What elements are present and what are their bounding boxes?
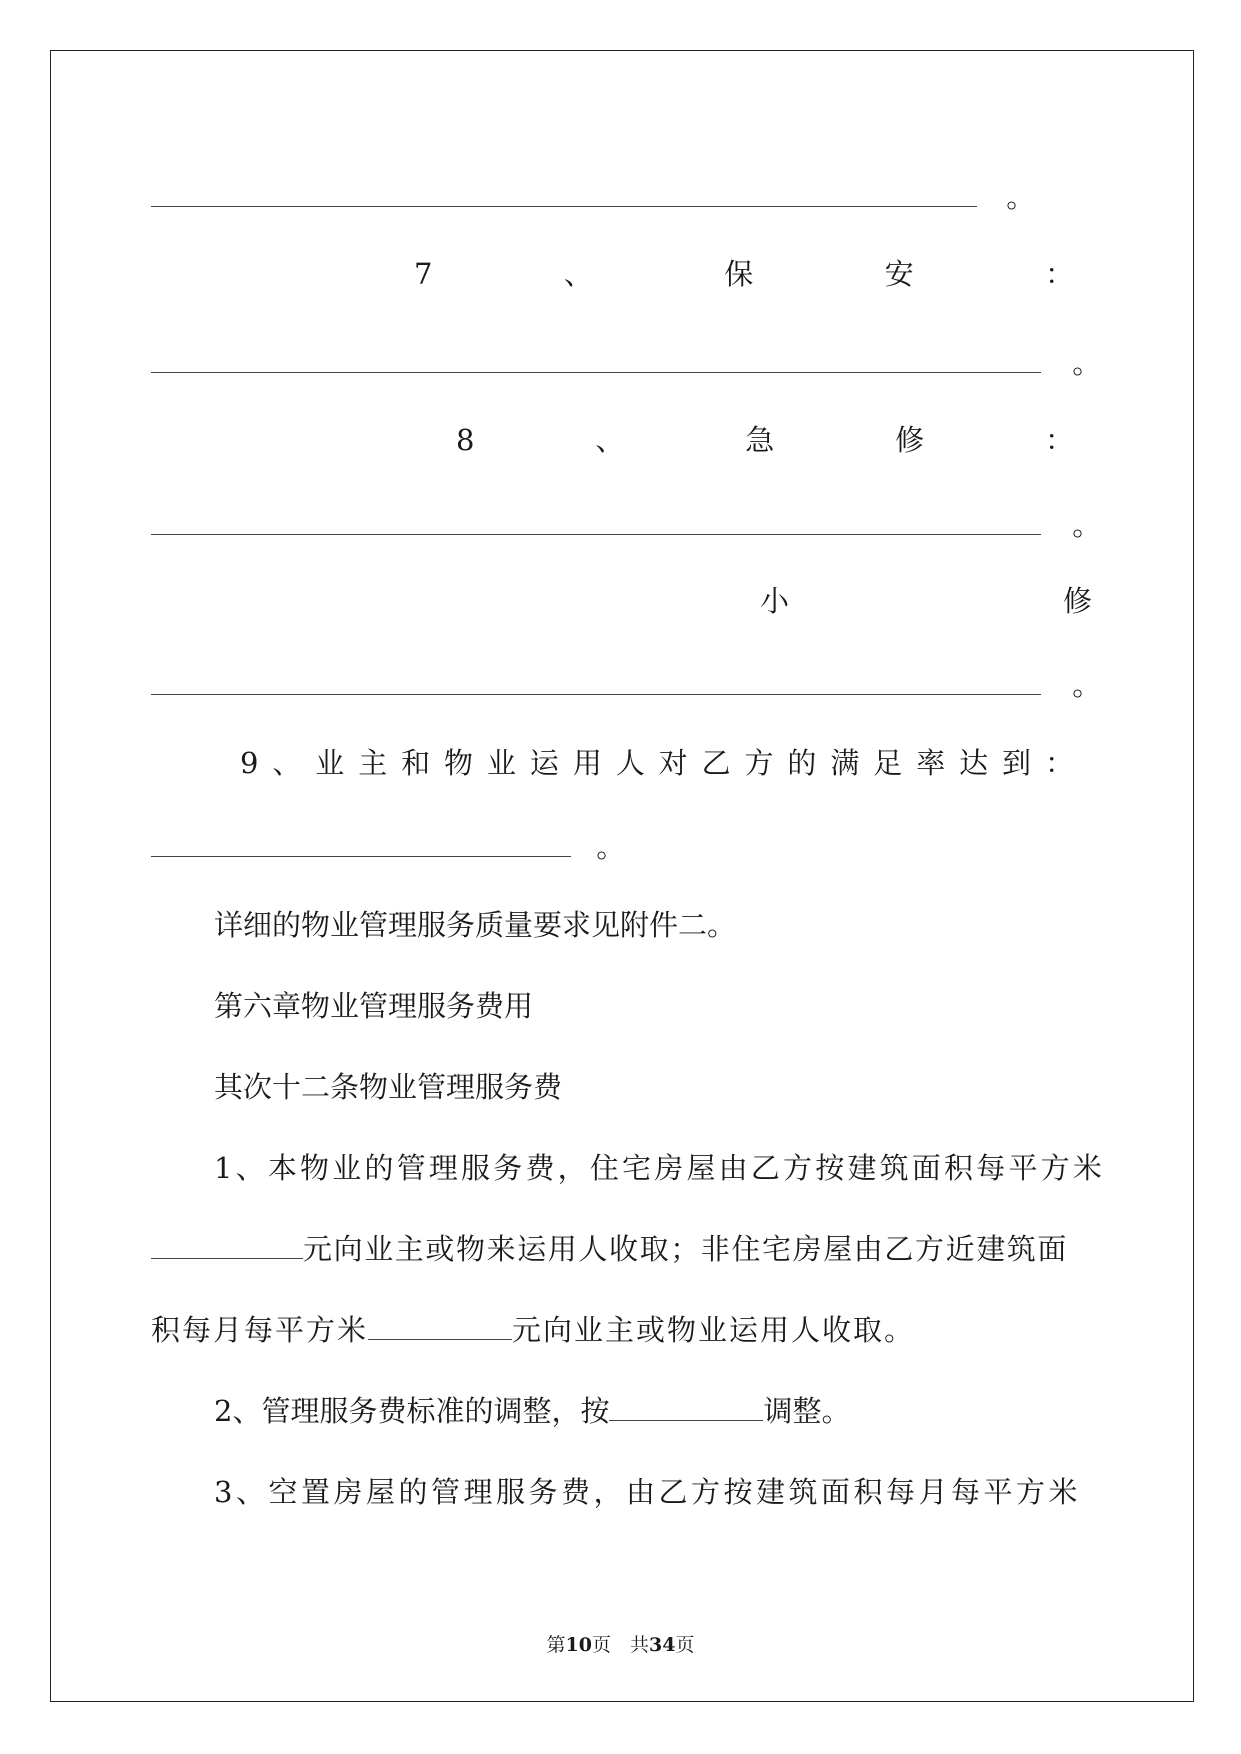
heading-char: 满 [830, 746, 860, 780]
item-8b-heading [760, 581, 1092, 621]
text: 积每月每平方米 [151, 1313, 369, 1347]
separator: 、 [595, 423, 625, 457]
blank-line-8 [151, 505, 1102, 545]
heading-char: 方 [744, 746, 774, 780]
heading-char: 保 [724, 257, 754, 291]
paragraph-3: 3、空置房屋的管理服务费，由乙方按建筑面积每月每平方米 [214, 1475, 1081, 1509]
footer-text: 页 共 [591, 1634, 649, 1656]
heading-char: 主 [358, 746, 388, 780]
heading-char: 小 [760, 584, 790, 618]
footer-text: 页 [675, 1634, 695, 1656]
chapter-title: 第六章物业管理服务费用 [214, 989, 534, 1023]
page-border [50, 50, 1194, 1702]
fill-blank [151, 178, 977, 207]
heading-char: 运 [529, 746, 559, 780]
heading-char: 业 [486, 746, 516, 780]
heading-char: 和 [401, 746, 431, 780]
heading-char: 对 [658, 746, 688, 780]
text: 2、管理服务费标准的调整，按 [214, 1394, 610, 1428]
text: 调整。 [763, 1394, 851, 1428]
fill-blank [151, 1230, 303, 1259]
fill-blank [151, 828, 571, 857]
period: 。 [596, 830, 626, 864]
heading-char: 业 [315, 746, 345, 780]
item-number: 9 [240, 746, 259, 780]
heading-char: 足 [873, 746, 903, 780]
current-page: 10 [565, 1634, 592, 1656]
fill-blank [609, 1392, 763, 1421]
heading-char: 用 [572, 746, 602, 780]
paragraph-1-line-2 [151, 1229, 1091, 1269]
period: 。 [1006, 180, 1036, 214]
fill-blank [151, 344, 1041, 373]
heading-char: 、 [272, 746, 302, 780]
period: 。 [1072, 508, 1102, 542]
heading-char: 的 [787, 746, 817, 780]
paragraph-1-line-1: 1、本物业的管理服务费，住宅房屋由乙方按建筑面积每平方米 [214, 1151, 1106, 1185]
blank-line-7 [151, 177, 1091, 217]
heading-char: 急 [745, 423, 775, 457]
period: 。 [1072, 668, 1102, 702]
item-number: 8 [456, 423, 475, 457]
fill-blank [151, 506, 1041, 535]
paragraph-detail: 详细的物业管理服务质量要求见附件二。 [214, 908, 737, 942]
fill-blank [151, 666, 1041, 695]
text: 元向业主或物来运用人收取；非住宅房屋由乙方近建筑面 [303, 1232, 1069, 1266]
paragraph-2 [214, 1391, 1154, 1431]
separator: 、 [563, 257, 593, 291]
blank-line-9 [151, 827, 1091, 867]
footer-text: 第 [546, 1634, 566, 1656]
page-footer [0, 1633, 1241, 1657]
fill-blank [368, 1311, 512, 1340]
heading-char: 达 [959, 746, 989, 780]
period: 。 [1072, 346, 1102, 380]
paragraph-1-line-3 [151, 1310, 1091, 1350]
colon: ： [1044, 257, 1074, 291]
heading-char: 人 [615, 746, 645, 780]
colon: ： [1044, 423, 1074, 457]
heading-char: 安 [884, 257, 914, 291]
heading-char: 到 [1002, 746, 1032, 780]
heading-char: 物 [444, 746, 474, 780]
article-title: 其次十二条物业管理服务费 [214, 1070, 563, 1104]
item-9-heading [240, 743, 1074, 783]
total-pages: 34 [649, 1634, 676, 1656]
blank-line-7b [151, 343, 1102, 383]
item-number: 7 [414, 257, 433, 291]
item-8-heading [456, 420, 1074, 460]
text: 元向业主或物业运用人收取。 [512, 1313, 916, 1347]
heading-char: 率 [916, 746, 946, 780]
item-7-heading [414, 254, 1074, 294]
heading-char: 修 [1062, 584, 1092, 618]
heading-char: ： [1044, 746, 1074, 780]
heading-char: 修 [895, 423, 925, 457]
blank-line-8b [151, 665, 1102, 705]
heading-char: 乙 [701, 746, 731, 780]
